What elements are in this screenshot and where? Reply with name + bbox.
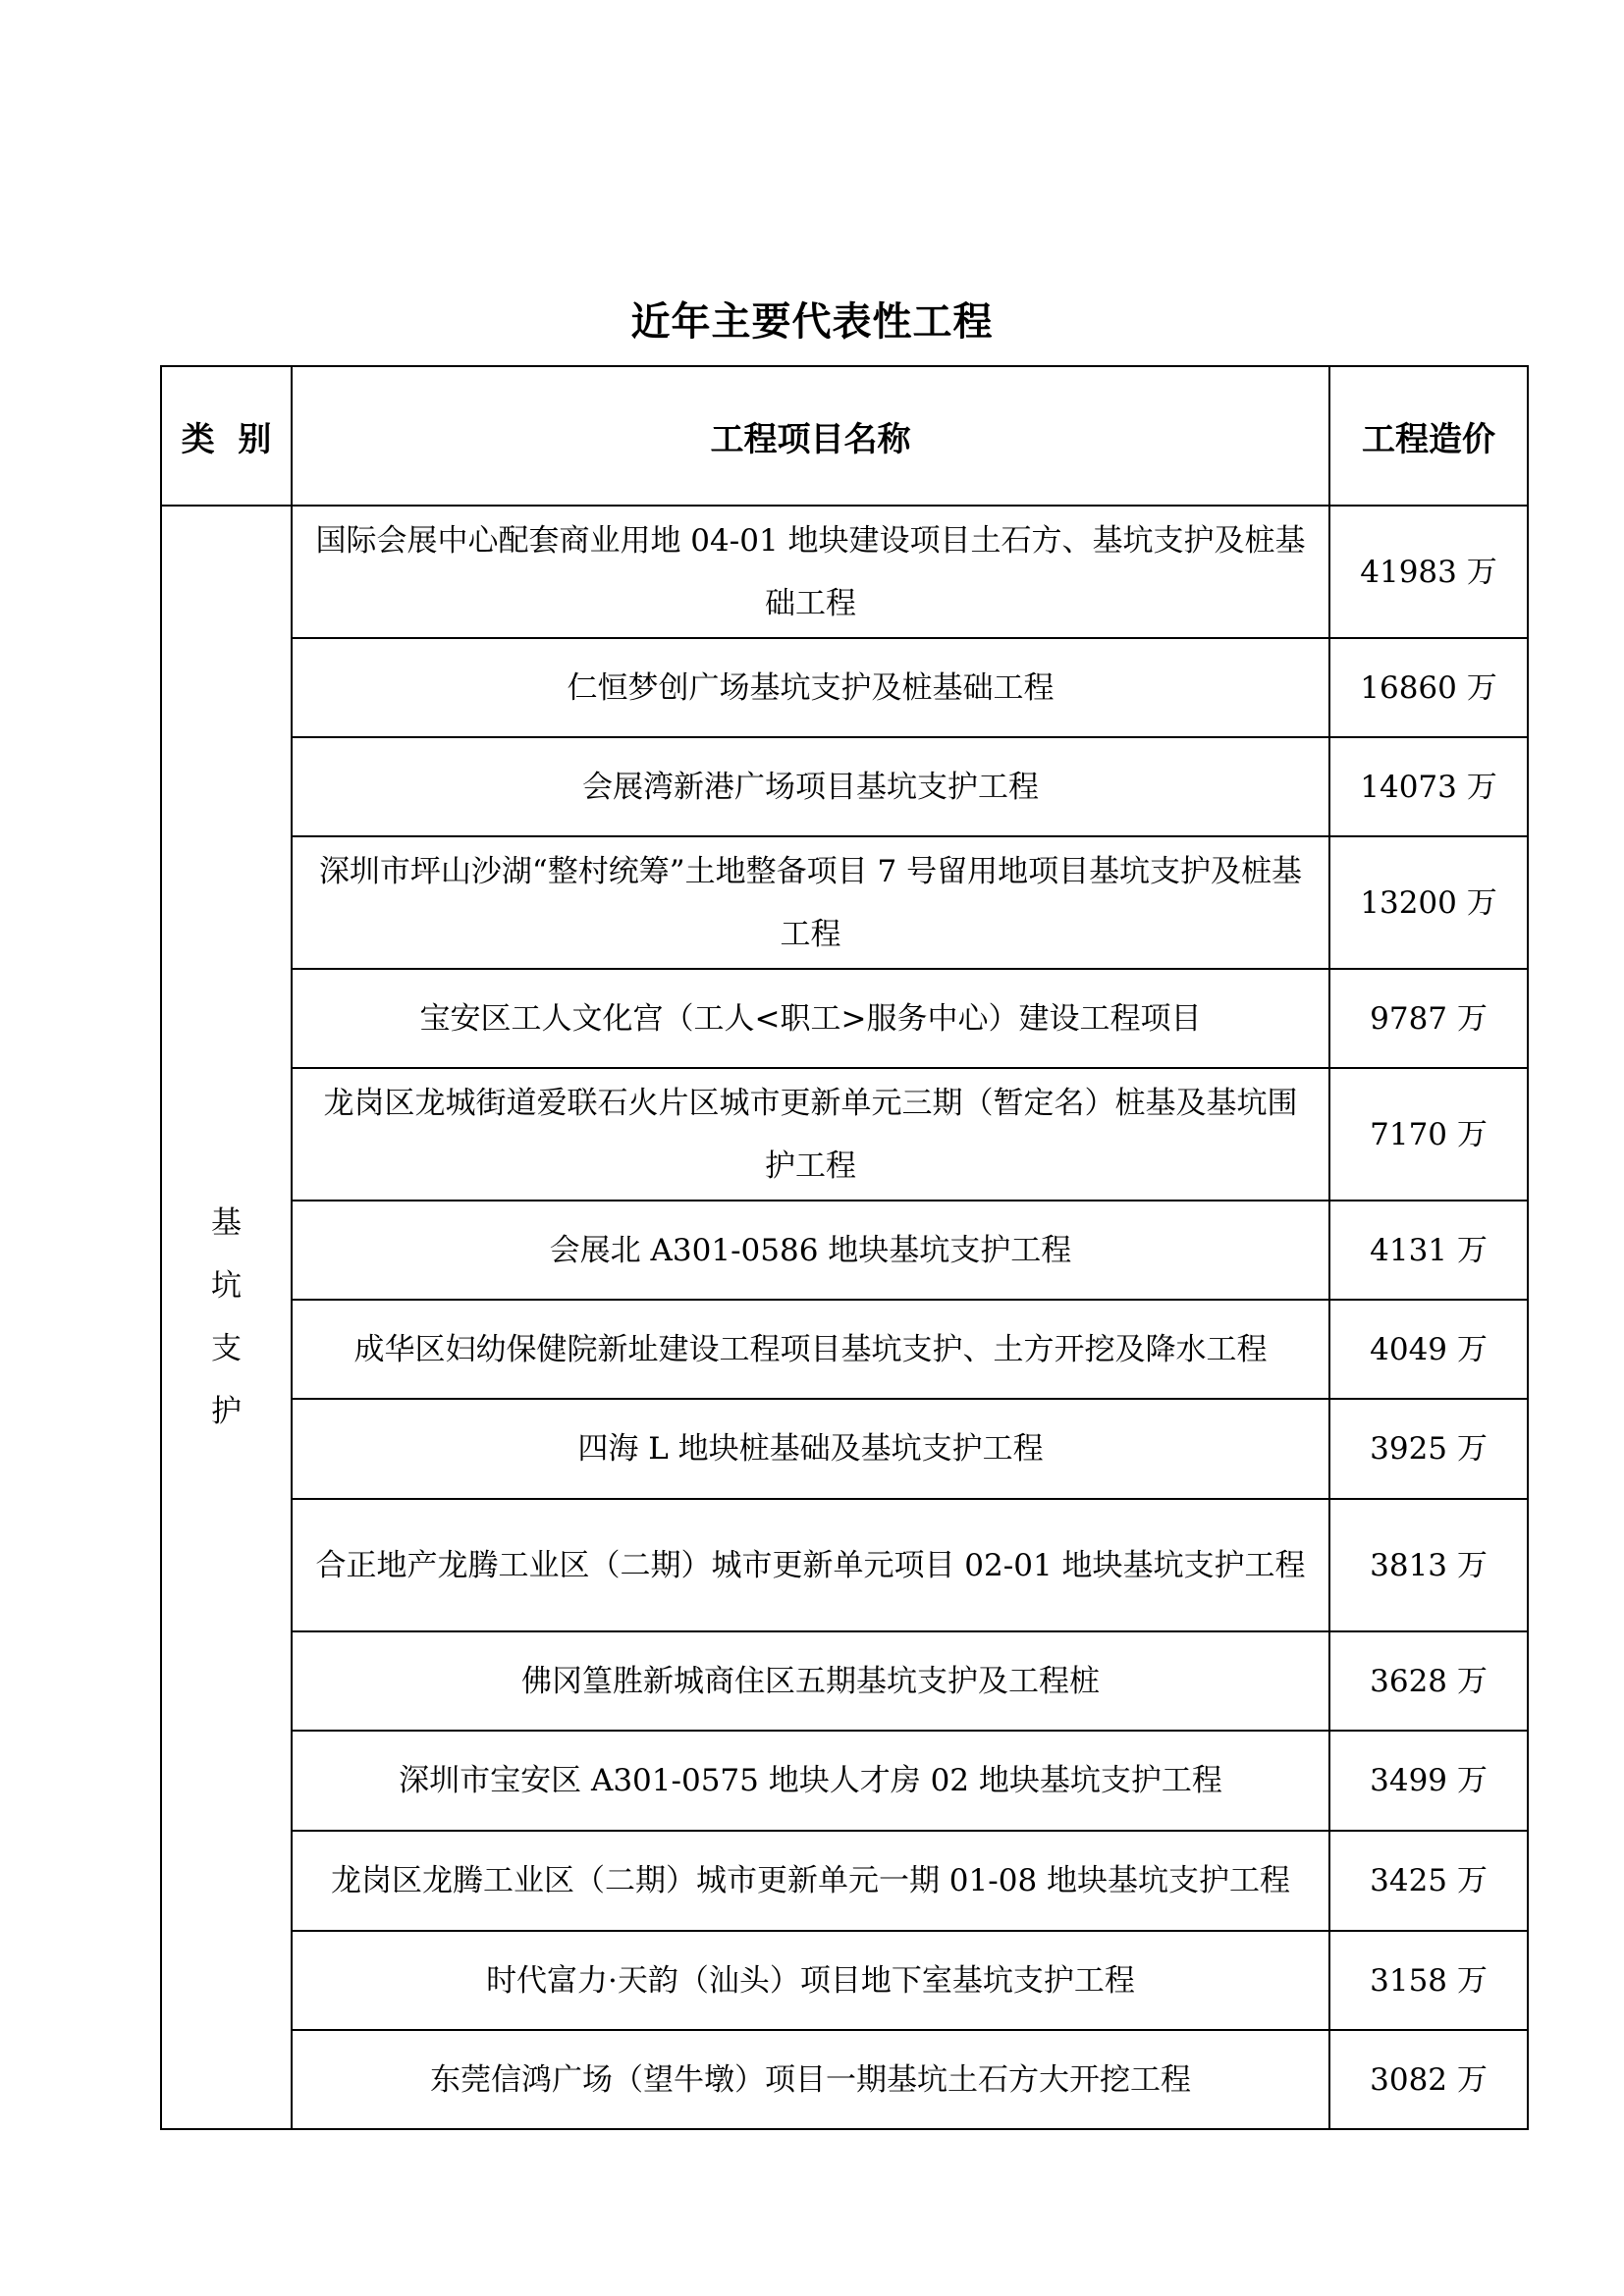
project-cost-cell: 3425 万 bbox=[1329, 1831, 1528, 1931]
project-name-cell: 成华区妇幼保健院新址建设工程项目基坑支护、土方开挖及降水工程 bbox=[292, 1300, 1329, 1399]
project-cost-cell: 13200 万 bbox=[1329, 836, 1528, 969]
table-header-row bbox=[161, 366, 1528, 506]
table-row bbox=[161, 1731, 1528, 1831]
project-name-cell: 深圳市坪山沙湖“整村统筹”土地整备项目 7 号留用地项目基坑支护及桩基工程 bbox=[292, 836, 1329, 969]
project-name-cell: 会展北 A301-0586 地块基坑支护工程 bbox=[292, 1201, 1329, 1300]
table-row bbox=[161, 737, 1528, 836]
project-name-cell: 会展湾新港广场项目基坑支护工程 bbox=[292, 737, 1329, 836]
project-name-cell: 宝安区工人文化宫（工人<职工>服务中心）建设工程项目 bbox=[292, 969, 1329, 1068]
table-row bbox=[161, 1201, 1528, 1300]
table-row bbox=[161, 1831, 1528, 1931]
project-cost-cell: 3082 万 bbox=[1329, 2030, 1528, 2129]
table-row bbox=[161, 506, 1528, 638]
table-row bbox=[161, 1931, 1528, 2030]
project-cost-cell: 16860 万 bbox=[1329, 638, 1528, 737]
project-name-cell: 国际会展中心配套商业用地 04-01 地块建设项目土石方、基坑支护及桩基础工程 bbox=[292, 506, 1329, 638]
project-cost-cell: 7170 万 bbox=[1329, 1068, 1528, 1201]
page-title: 近年主要代表性工程 bbox=[630, 299, 994, 345]
project-name-cell: 时代富力·天韵（汕头）项目地下室基坑支护工程 bbox=[292, 1931, 1329, 2030]
category-char: 支 bbox=[211, 1331, 242, 1366]
project-cost-cell: 4049 万 bbox=[1329, 1300, 1528, 1399]
project-name-cell: 深圳市宝安区 A301-0575 地块人才房 02 地块基坑支护工程 bbox=[292, 1731, 1329, 1831]
table-row bbox=[161, 1068, 1528, 1201]
project-cost-cell: 3813 万 bbox=[1329, 1499, 1528, 1631]
projects-table bbox=[160, 365, 1529, 2130]
table-row bbox=[161, 638, 1528, 737]
project-name-cell: 合正地产龙腾工业区（二期）城市更新单元项目 02-01 地块基坑支护工程 bbox=[292, 1499, 1329, 1631]
table-row bbox=[161, 2030, 1528, 2129]
project-name-cell: 佛冈篁胜新城商住区五期基坑支护及工程桩 bbox=[292, 1631, 1329, 1731]
project-name-cell: 四海 L 地块桩基础及基坑支护工程 bbox=[292, 1399, 1329, 1499]
category-char: 护 bbox=[211, 1394, 242, 1429]
category-char: 坑 bbox=[211, 1268, 242, 1304]
header-project-name: 工程项目名称 bbox=[292, 366, 1329, 506]
header-category: 类 别 bbox=[161, 366, 292, 506]
project-cost-cell: 4131 万 bbox=[1329, 1201, 1528, 1300]
project-name-cell: 龙岗区龙城街道爱联石火片区城市更新单元三期（暂定名）桩基及基坑围护工程 bbox=[292, 1068, 1329, 1201]
project-name-cell: 龙岗区龙腾工业区（二期）城市更新单元一期 01-08 地块基坑支护工程 bbox=[292, 1831, 1329, 1931]
project-cost-cell: 9787 万 bbox=[1329, 969, 1528, 1068]
table-row bbox=[161, 1399, 1528, 1499]
project-cost-cell: 41983 万 bbox=[1329, 506, 1528, 638]
project-cost-cell: 14073 万 bbox=[1329, 737, 1528, 836]
table-row bbox=[161, 1300, 1528, 1399]
project-cost-cell: 3499 万 bbox=[1329, 1731, 1528, 1831]
category-char: 基 bbox=[211, 1205, 242, 1241]
project-cost-cell: 3925 万 bbox=[1329, 1399, 1528, 1499]
project-name-cell: 东莞信鸿广场（望牛墩）项目一期基坑土石方大开挖工程 bbox=[292, 2030, 1329, 2129]
project-cost-cell: 3158 万 bbox=[1329, 1931, 1528, 2030]
table-row bbox=[161, 1499, 1528, 1631]
table-row bbox=[161, 836, 1528, 969]
table-row bbox=[161, 1631, 1528, 1731]
table-row bbox=[161, 969, 1528, 1068]
project-cost-cell: 3628 万 bbox=[1329, 1631, 1528, 1731]
project-name-cell: 仁恒梦创广场基坑支护及桩基础工程 bbox=[292, 638, 1329, 737]
category-cell bbox=[161, 506, 292, 2129]
header-cost: 工程造价 bbox=[1329, 366, 1528, 506]
